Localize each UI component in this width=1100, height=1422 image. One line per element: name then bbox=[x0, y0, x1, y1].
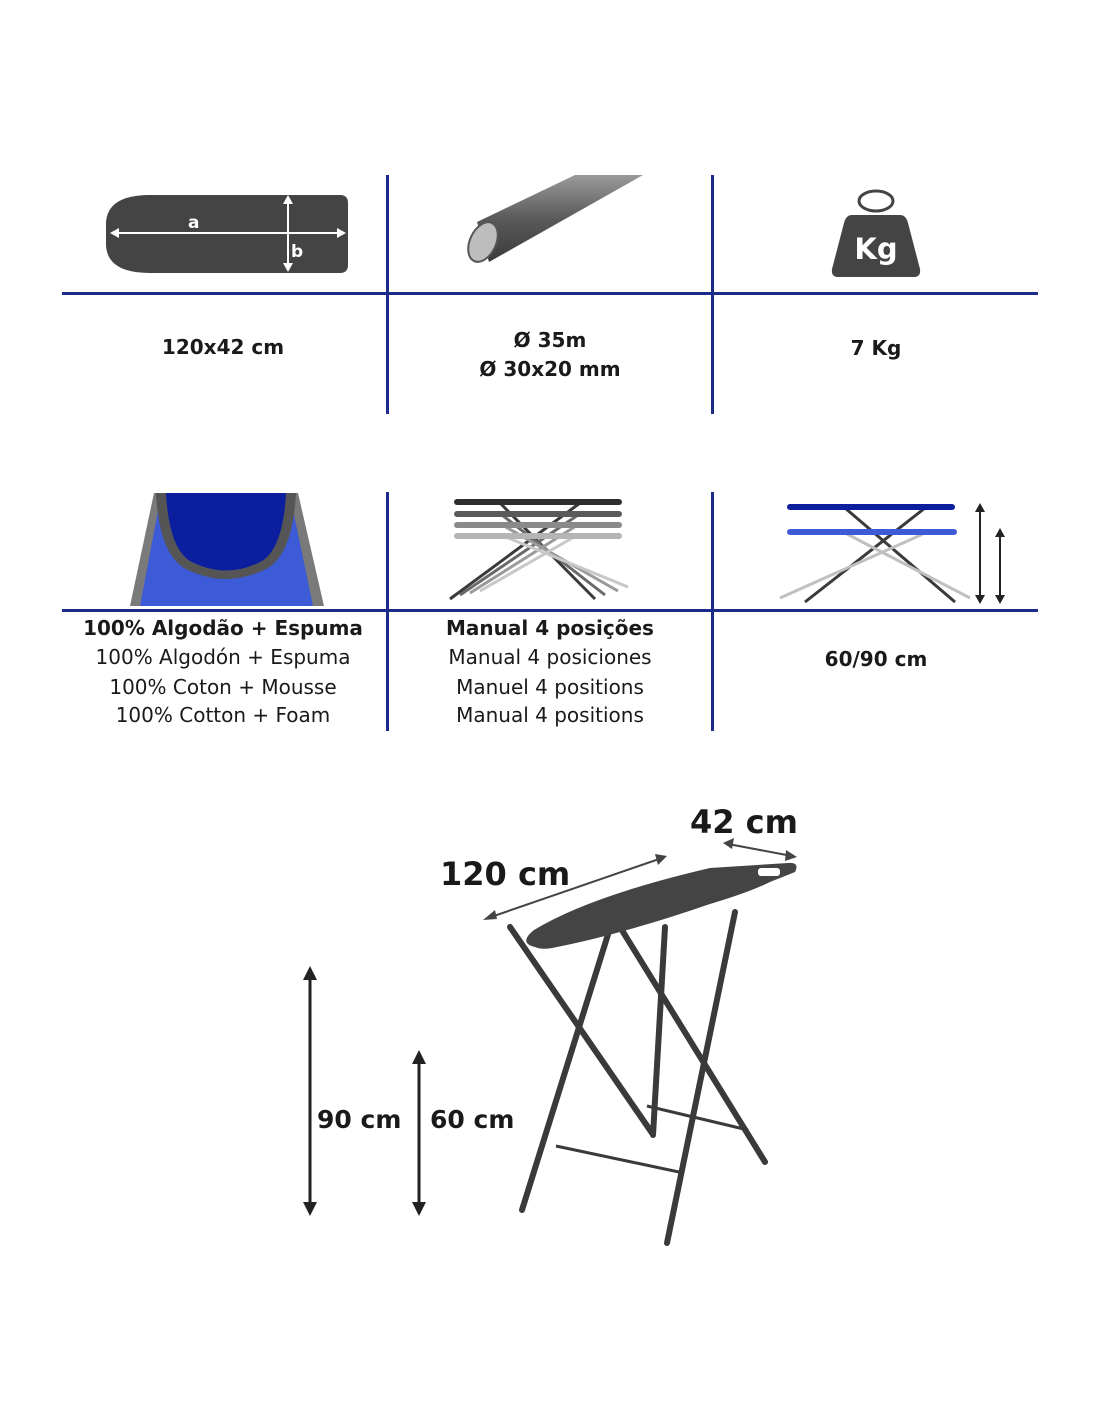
cover-line-en: 100% Cotton + Foam bbox=[115, 703, 331, 727]
row2-col-divider-2 bbox=[711, 492, 714, 731]
row1-divider bbox=[62, 292, 1038, 295]
tube-diameter-line2: Ø 30x20 mm bbox=[479, 357, 621, 381]
board-b-label: b bbox=[291, 242, 304, 262]
row2-divider bbox=[62, 609, 1038, 612]
cover-line-fr: 100% Coton + Mousse bbox=[109, 675, 337, 699]
max-height-label: 90 cm bbox=[317, 1105, 402, 1134]
cover-line-pt: 100% Algodão + Espuma bbox=[83, 616, 363, 640]
weight-text: 7 Kg bbox=[850, 336, 902, 360]
positions-line-en: Manual 4 positions bbox=[456, 703, 644, 727]
board-size-text: 120x42 cm bbox=[161, 335, 285, 359]
height-range-icon bbox=[775, 498, 1015, 608]
positions-line-es: Manual 4 posiciones bbox=[448, 645, 652, 669]
tube-icon bbox=[455, 172, 655, 267]
board-a-label: a bbox=[188, 213, 200, 233]
width-label: 42 cm bbox=[690, 803, 798, 841]
positions-line-pt: Manual 4 posições bbox=[446, 616, 654, 640]
row1-col-divider-2 bbox=[711, 175, 714, 414]
board-dimensions-icon bbox=[100, 190, 355, 280]
cover-line-es: 100% Algodón + Espuma bbox=[95, 645, 351, 669]
min-height-label: 60 cm bbox=[430, 1105, 515, 1134]
positions-line-fr: Manuel 4 positions bbox=[456, 675, 644, 699]
weight-icon bbox=[830, 185, 922, 280]
weight-kg-label: Kg bbox=[854, 232, 898, 266]
tube-diameter-line1: Ø 35m bbox=[513, 328, 587, 352]
height-range-text: 60/90 cm bbox=[824, 647, 928, 671]
cover-fabric-icon bbox=[128, 490, 326, 608]
length-label: 120 cm bbox=[440, 855, 571, 893]
height-positions-icon bbox=[440, 495, 630, 605]
